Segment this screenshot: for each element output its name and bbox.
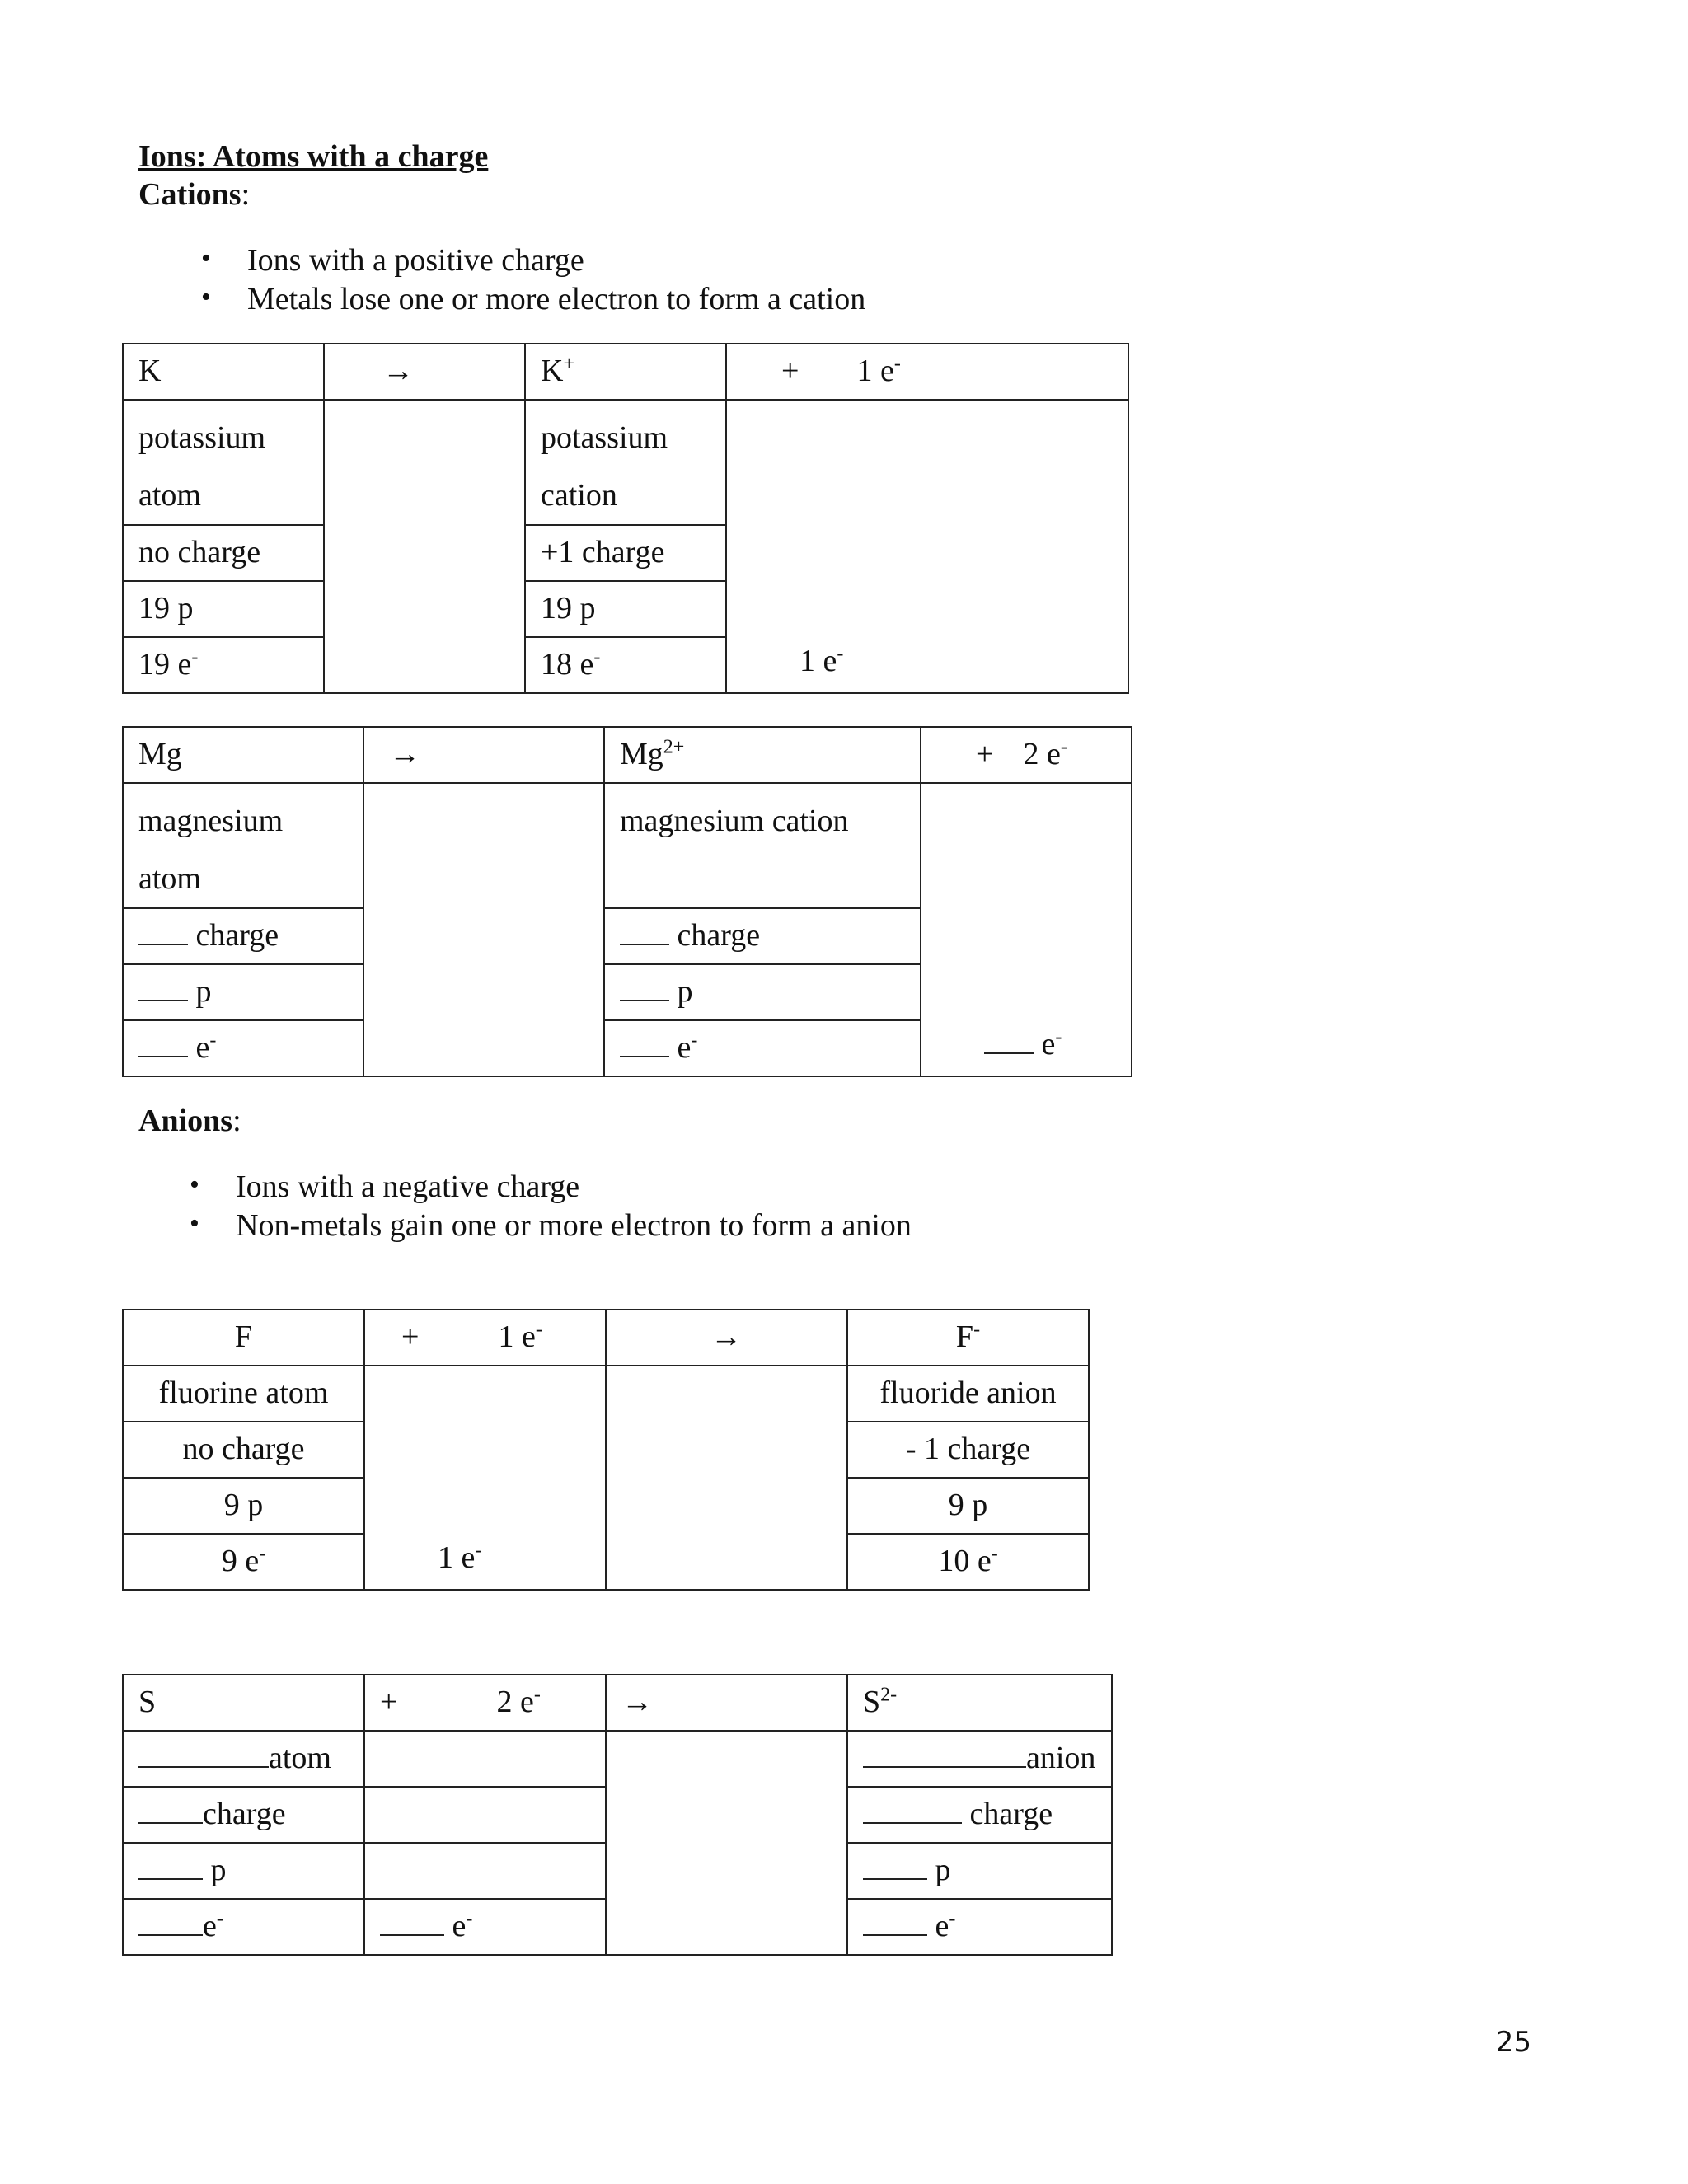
empty-cell: [364, 1843, 606, 1899]
electron-superscript: -: [691, 1029, 698, 1052]
electron-product: [921, 727, 1132, 783]
magnesium-ion-table: [122, 726, 1132, 1077]
plus-sign: +: [976, 737, 994, 772]
atom-name-cell: [123, 1731, 364, 1787]
blank-field[interactable]: [138, 1031, 188, 1057]
gained-electrons-cell: [364, 1366, 606, 1590]
ion-symbol: [525, 344, 726, 400]
atom-electrons: [123, 1534, 364, 1590]
anions-heading: [138, 1103, 241, 1141]
bullet-text: Metals lose one or more electron to form a cation: [247, 282, 866, 316]
list-item: [190, 1207, 912, 1246]
released-electrons: 1 e: [799, 644, 837, 679]
electron-superscript: -: [533, 1684, 541, 1706]
electron-superscript: -: [535, 1319, 542, 1341]
anion-label: anion: [1026, 1741, 1096, 1776]
ion-protons: 19 p: [525, 581, 726, 637]
arrow-icon: →: [606, 1310, 847, 1366]
electron-superscript: -: [191, 646, 199, 668]
blank-field[interactable]: [863, 1854, 927, 1880]
arrow-icon: →: [363, 727, 604, 783]
ion-electrons-text: 10 e: [938, 1544, 992, 1579]
electron-superscript: -: [209, 1029, 217, 1052]
electron-count: 2 e: [496, 1685, 534, 1720]
electron-superscript: -: [466, 1908, 473, 1930]
ion-charge-superscript: +: [563, 353, 574, 375]
atom-symbol: F: [123, 1310, 364, 1366]
ion-charge: [604, 908, 921, 964]
electron-label: e: [935, 1909, 950, 1944]
list-item: [190, 1169, 912, 1207]
ion-symbol: [604, 727, 921, 783]
ion-protons: 9 p: [847, 1478, 1089, 1534]
charge-label: charge: [969, 1797, 1053, 1832]
electron-superscript: -: [837, 643, 844, 665]
electron-superscript: -: [475, 1540, 482, 1562]
protons-label: p: [210, 1853, 227, 1888]
electron-reactant: [364, 1675, 606, 1731]
atom-name-cell: [123, 400, 324, 525]
blank-field[interactable]: [863, 1910, 927, 1936]
anions-heading-text: Anions: [138, 1104, 233, 1138]
atom-name-line: atom: [138, 861, 201, 896]
atom-symbol: Mg: [123, 727, 363, 783]
atom-electrons: [123, 1899, 364, 1955]
atom-symbol: S: [123, 1675, 364, 1731]
charge-label: charge: [195, 918, 279, 954]
ion-electrons: [525, 637, 726, 693]
empty-cell: [606, 1731, 847, 1955]
blank-field[interactable]: [620, 975, 669, 1001]
atom-label: atom: [269, 1741, 331, 1776]
electron-label: e: [1041, 1027, 1056, 1062]
ion-protons: [604, 964, 921, 1020]
ion-charge-superscript: 2+: [663, 736, 685, 758]
electron-superscript: -: [1055, 1026, 1062, 1048]
atom-electrons-text: 19 e: [138, 647, 192, 682]
cations-heading: [138, 176, 250, 214]
ion-charge-superscript: -: [973, 1319, 981, 1341]
plus-sign: +: [781, 354, 799, 389]
blank-field[interactable]: [138, 975, 188, 1001]
cations-heading-text: Cations: [138, 177, 241, 212]
blank-field[interactable]: [984, 1028, 1034, 1054]
ion-name-cell: magnesium cation: [604, 783, 921, 908]
ion-symbol: [847, 1675, 1112, 1731]
fluorine-ion-table: [122, 1309, 1090, 1591]
atom-charge: no charge: [123, 1422, 364, 1478]
atom-name-line: magnesium: [138, 804, 284, 838]
electron-product: [726, 344, 1128, 400]
atom-electrons: [123, 1020, 363, 1076]
released-electrons-cell: [726, 400, 1128, 693]
ion-charge-superscript: 2-: [880, 1684, 898, 1706]
atom-symbol: K: [123, 344, 324, 400]
blank-field[interactable]: [863, 1741, 1026, 1768]
ion-symbol: [847, 1310, 1089, 1366]
empty-cell: [364, 1787, 606, 1843]
charge-label: charge: [677, 918, 761, 954]
electron-superscript: -: [216, 1908, 223, 1930]
blank-field[interactable]: [620, 919, 669, 945]
ion-charge: - 1 charge: [847, 1422, 1089, 1478]
bullet-text: Ions with a negative charge: [236, 1169, 580, 1204]
empty-cell: [606, 1366, 847, 1590]
ion-symbol-text: Mg: [620, 737, 663, 772]
ion-charge: [847, 1787, 1112, 1843]
bullet-icon: •: [190, 1208, 199, 1239]
blank-field[interactable]: [138, 1910, 203, 1936]
list-item: [201, 281, 866, 320]
ion-electrons: [847, 1899, 1112, 1955]
ion-name-cell: [847, 1731, 1112, 1787]
ion-electrons-text: 18 e: [541, 647, 594, 682]
atom-name-line: potassium: [138, 420, 266, 455]
arrow-icon: →: [324, 344, 525, 400]
atom-electrons: [123, 637, 324, 693]
atom-charge: no charge: [123, 525, 324, 581]
ion-symbol-text: F: [955, 1319, 974, 1355]
plus-sign: +: [401, 1319, 420, 1355]
charge-label: charge: [203, 1797, 286, 1832]
cations-colon: :: [241, 177, 251, 212]
electron-reactant: [364, 1310, 606, 1366]
atom-name-line: atom: [138, 478, 201, 513]
electron-superscript: -: [1060, 736, 1067, 758]
bullet-icon: •: [190, 1169, 199, 1200]
electron-superscript: -: [259, 1543, 266, 1565]
blank-field[interactable]: [138, 1741, 269, 1768]
atom-charge: [123, 1787, 364, 1843]
ion-charge: +1 charge: [525, 525, 726, 581]
ion-electrons: [847, 1534, 1089, 1590]
gained-electrons: 1 e: [438, 1540, 476, 1576]
list-item: [201, 242, 865, 281]
electron-superscript: -: [949, 1908, 956, 1930]
blank-field[interactable]: [620, 1031, 669, 1057]
potassium-ion-table: [122, 343, 1129, 694]
atom-protons: 9 p: [123, 1478, 364, 1534]
sulfur-ion-table: [122, 1674, 1113, 1956]
ion-symbol-text: S: [863, 1685, 881, 1720]
empty-cell: [363, 783, 604, 1076]
anions-bullet-list: [190, 1169, 912, 1246]
atom-protons: [123, 1843, 364, 1899]
electron-label: e: [677, 1030, 692, 1066]
empty-cell: [324, 400, 525, 693]
page-title: Ions: Atoms with a charge: [138, 139, 489, 174]
electron-label: e: [203, 1909, 217, 1944]
electron-superscript: -: [991, 1543, 998, 1565]
ion-protons: [847, 1843, 1112, 1899]
ion-name-cell: fluoride anion: [847, 1366, 1089, 1422]
blank-field[interactable]: [380, 1910, 444, 1936]
added-electrons-cell: [364, 1899, 606, 1955]
ion-name-line: cation: [541, 478, 617, 513]
bullet-icon: •: [201, 282, 211, 312]
protons-label: p: [935, 1853, 951, 1888]
blank-field[interactable]: [138, 1854, 203, 1880]
protons-label: p: [677, 974, 693, 1010]
blank-field[interactable]: [138, 919, 188, 945]
arrow-icon: →: [606, 1675, 847, 1731]
blank-field[interactable]: [138, 1797, 203, 1824]
cations-bullet-list: [201, 242, 866, 320]
bullet-text: Non-metals gain one or more electron to form a anion: [236, 1208, 912, 1243]
ion-electrons: [604, 1020, 921, 1076]
electron-superscript: -: [593, 646, 601, 668]
electron-superscript: -: [893, 353, 901, 375]
page-number: 25: [1495, 2026, 1531, 2059]
empty-cell: [364, 1731, 606, 1787]
atom-name-cell: [123, 783, 363, 908]
anions-colon: :: [232, 1104, 241, 1138]
released-electrons-cell: [921, 783, 1132, 1076]
bullet-icon: •: [201, 243, 211, 274]
atom-electrons-text: 9 e: [221, 1544, 260, 1579]
atom-charge: [123, 908, 363, 964]
ion-symbol-text: K: [541, 354, 564, 389]
atom-protons: 19 p: [123, 581, 324, 637]
electron-label: e: [452, 1909, 467, 1944]
bullet-text: Ions with a positive charge: [247, 243, 584, 278]
electron-count: 1 e: [498, 1319, 536, 1355]
protons-label: p: [195, 974, 212, 1010]
ion-name-cell: [525, 400, 726, 525]
electron-label: e: [195, 1030, 210, 1066]
electron-count: 2 e: [1023, 737, 1061, 772]
atom-protons: [123, 964, 363, 1020]
ion-name-line: potassium: [541, 420, 668, 455]
plus-sign: +: [380, 1685, 398, 1720]
electron-count: 1 e: [856, 354, 894, 389]
atom-name-cell: fluorine atom: [123, 1366, 364, 1422]
blank-field[interactable]: [863, 1797, 962, 1824]
